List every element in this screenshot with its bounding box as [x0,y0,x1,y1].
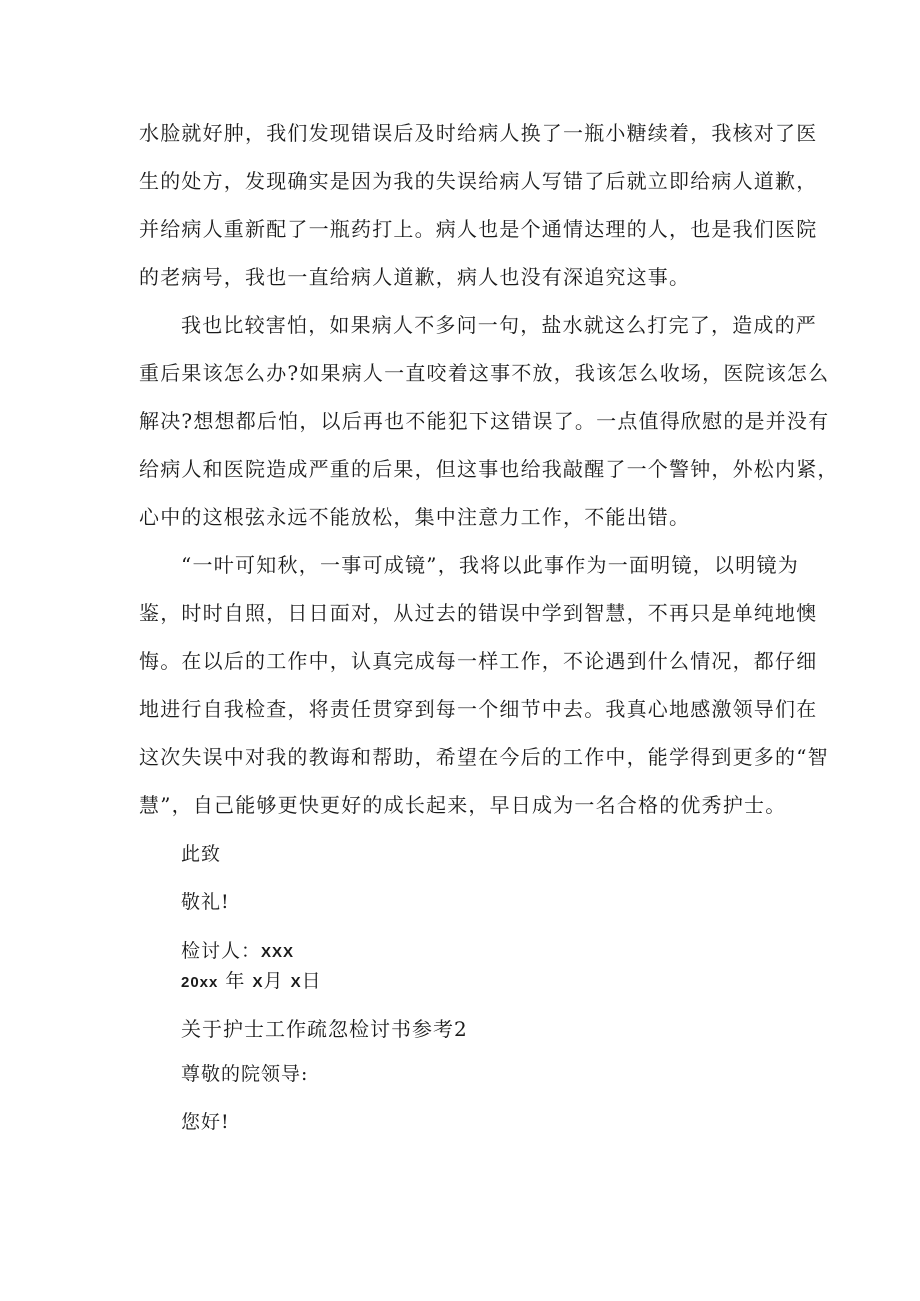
greeting: 您好! [181,1111,230,1133]
paragraph-line: 的老病号，我也一直给病人道歉，病人也没有深追究这事。 [139,265,691,289]
closing-ci-zhi: 此致 [181,843,222,865]
paragraph-line: 悔。在以后的工作中，认真完成每一样工作，不论遇到什么情况，都仔细 [139,649,818,673]
salutation: 尊敬的院领导: [181,1063,309,1085]
paragraph-line: 重后果该怎么办?如果病人一直咬着这事不放，我该怎么收场，医院该怎么 [139,361,830,385]
date-month: X [252,974,264,991]
closing-jing-li: 敬礼! [181,891,230,913]
paragraph-line: 这次失误中对我的教诲和帮助，希望在今后的工作中，能学得到更多的“智 [139,745,829,769]
paragraph-line: 慧”，自己能够更快更好的成长起来，早日成为一名合格的优秀护士。 [139,793,787,817]
paragraph-line: 并给病人重新配了一瓶药打上。病人也是个通情达理的人，也是我们医院 [139,217,818,241]
paragraph-line: 心中的这根弦永远不能放松，集中注意力工作，不能出错。 [139,505,691,529]
paragraph-line: 生的处方，发现确实是因为我的失误给病人写错了后就立即给病人道歉， [139,169,818,193]
date-day: X [290,974,302,991]
paragraph-line: 地进行自我检查，将责任贯穿到每一个细节中去。我真心地感激领导们在 [139,697,818,721]
paragraph-line: “一叶可知秋，一事可成镜”，我将以此事作为一面明镜，以明镜为 [181,553,799,577]
paragraph-line: 解决?想想都后怕，以后再也不能犯下这错误了。一点值得欣慰的是并没有 [139,409,830,433]
date-year-unit: 年 [225,970,246,992]
date-line [181,967,322,997]
date-day-unit: 日 [301,970,322,992]
signer-line [181,937,294,967]
paragraph-line: 鉴，时时自照，日日面对，从过去的错误中学到智慧，不再只是单纯地懊 [139,601,818,625]
signer-label: 检讨人： [181,940,262,962]
paragraph-line: 给病人和医院造成严重的后果，但这事也给我敲醒了一个警钟，外松内紧， [139,457,839,481]
section-title: 关于护士工作疏忽检讨书参考2 [181,1017,468,1041]
paragraph-line: 水脸就好肿，我们发现错误后及时给病人换了一瓶小糖续着，我核对了医 [139,121,818,145]
date-year: 20xx [181,974,219,991]
signer-name: XXX [261,944,295,961]
paragraph-line: 我也比较害怕，如果病人不多问一句，盐水就这么打完了，造成的严 [181,313,817,337]
date-month-unit: 月 [263,970,284,992]
